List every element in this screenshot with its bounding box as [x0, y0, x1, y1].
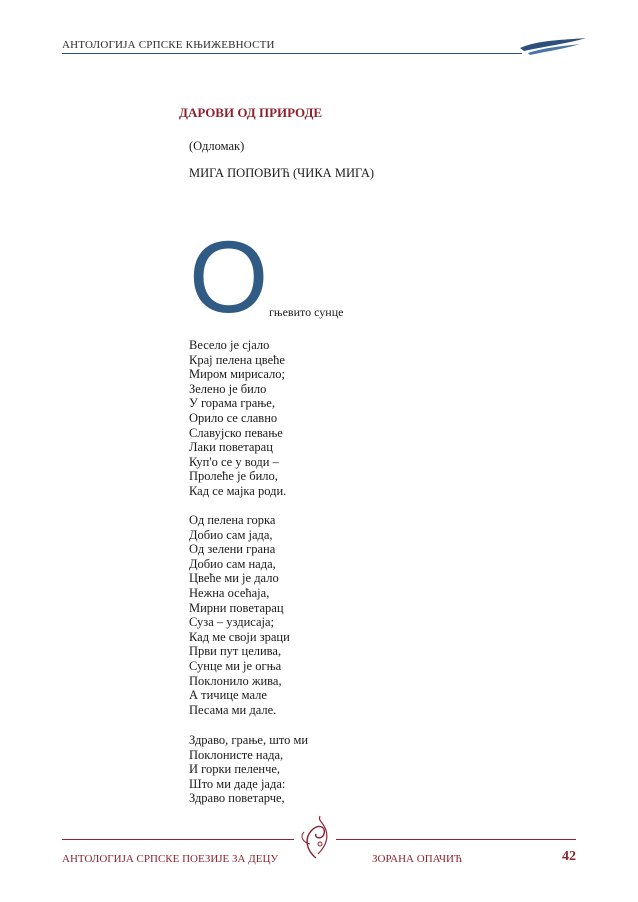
footer-book-title: АНТОЛОГИЈА СРПСКЕ ПОЕЗИЈЕ ЗА ДЕЦУ — [62, 853, 279, 865]
poem-line: Добио сам јада, — [189, 527, 273, 542]
poem-line: Здраво поветарче, — [189, 791, 285, 806]
poem-line: Добио сам нада, — [189, 556, 276, 571]
poem-title: ДАРОВИ ОД ПРИРОДЕ — [179, 105, 323, 120]
header-title: АНТОЛОГИЈА СРПСКЕ КЊИЖЕВНОСТИ — [62, 39, 275, 51]
first-line — [189, 220, 489, 334]
poem-line: Славујско певање — [189, 425, 283, 440]
poem-line: Од пелена горка — [189, 513, 276, 527]
poem-line: Нежна осећаја, — [189, 585, 270, 600]
stanza-1 — [189, 338, 286, 499]
poem-line: Поклонисте нада, — [189, 747, 284, 762]
poem-subtitle: (Одломак) — [189, 139, 245, 153]
poem-line: И горки пеленче, — [189, 762, 281, 777]
footer-author: ЗОРАНА ОПАЧИЋ — [372, 853, 463, 865]
floral-ornament-icon — [296, 814, 336, 862]
poem-author: МИГА ПОПОВИЋ (ЧИКА МИГА) — [189, 166, 375, 180]
poem-line: Миром мирисало; — [189, 367, 285, 382]
poem-line: Кад ме своји зраци — [189, 629, 290, 644]
poem-line: Суза – уздисаја; — [189, 615, 275, 630]
first-line-rest: гњевито сунце — [269, 305, 344, 319]
poem-line: Крај пелена цвеће — [189, 352, 285, 367]
poem-line: Од зелени грана — [189, 542, 276, 557]
header-rule — [62, 53, 522, 54]
poem-line: Орило се славно — [189, 410, 278, 425]
poem-line: Здраво, грање, што ми — [189, 733, 309, 747]
poem-line: Први пут целива, — [189, 644, 282, 659]
poem-line: Цвеће ми је дало — [189, 571, 279, 586]
footer-rule-left — [62, 839, 294, 840]
footer-rule-right — [336, 839, 576, 840]
poem-line: Поклонило жива, — [189, 673, 282, 688]
poem-line: Песама ми дале. — [189, 702, 277, 717]
stanza-3 — [189, 733, 308, 806]
poem-line: Лаки поветарац — [189, 440, 273, 455]
drop-cap: О — [189, 220, 269, 334]
poem-line: Мирни поветарац — [189, 600, 284, 615]
poem-line: Куп'о се у води – — [189, 454, 279, 469]
page-number: 42 — [562, 849, 576, 864]
poem-line: Кад се мајка роди. — [189, 483, 287, 498]
poem-line: Зелено је било — [189, 381, 267, 396]
poem-line: У горама грање, — [189, 396, 275, 411]
poem-line: Сунце ми је огња — [189, 658, 282, 673]
poem-line: А тичице мале — [189, 688, 267, 703]
wave-swoosh-icon — [518, 34, 588, 58]
poem-line: Весело је сјало — [189, 338, 270, 352]
poem-line: Што ми даде јада: — [189, 776, 286, 791]
stanza-2 — [189, 513, 290, 717]
poem-line: Пролеће је било, — [189, 469, 278, 484]
